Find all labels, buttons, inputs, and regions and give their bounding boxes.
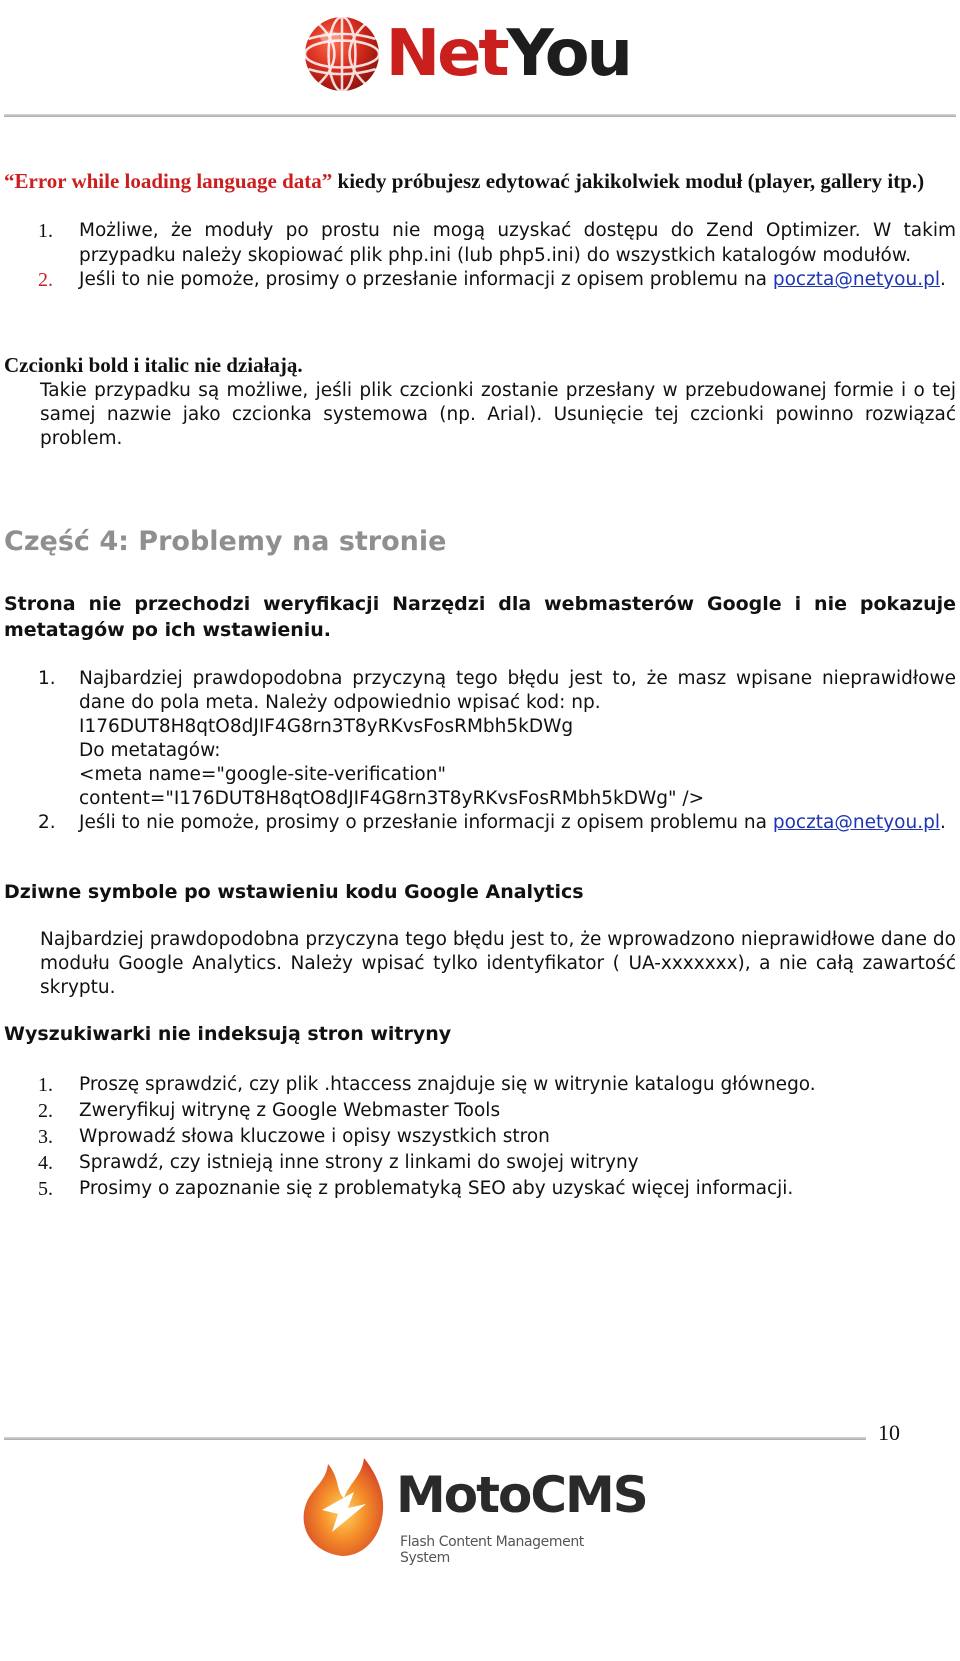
email-link[interactable]: poczta@netyou.pl xyxy=(772,812,940,833)
part-4 xyxy=(4,526,956,557)
motocms-tagline: Flash Content Management System xyxy=(400,1534,584,1566)
section-title: Czcionki bold i italic nie działają. xyxy=(4,353,303,377)
section-language-error xyxy=(4,168,956,293)
list-item xyxy=(4,1072,956,1098)
error-title: “Error while loading language data” xyxy=(4,169,333,193)
section-title: Strona nie przechodzi weryfikacji Narzędzi dla webmasterów Google i nie pokazuje metatagów po ich wstawieniu. xyxy=(4,593,956,641)
motocms-logo xyxy=(290,1452,647,1566)
list-item xyxy=(4,1150,956,1176)
section-text: Takie przypadku są możliwe, jeśli plik czcionki zostanie przesłany w przebudowanej formie i o tej samej nazwie jako czcionka systemowa (np. Arial). Usunięcie tej czcionki powinno rozwiązać problem. xyxy=(40,380,956,449)
section-google-verification xyxy=(4,592,956,835)
list-text: Możliwe, że moduły po prostu nie mogą uzyskać dostępu do Zend Optimizer. W takim przypadku należy skopiować plik php.ini (lub php5.ini) do wszystkich katalogów modułów. xyxy=(79,220,956,266)
section-text: Najbardziej prawdopodobna przyczyna tego błędu jest to, że wprowadzono nieprawidłowe dane do modułu Google Analytics. Należy wpisać tylko identyfikator ( UA-xxxxxxx), a nie całą zawartość skryptu. xyxy=(40,928,956,998)
brand-net: Net xyxy=(385,17,507,91)
netyou-logo xyxy=(300,8,660,100)
list-item xyxy=(4,1098,956,1124)
list-number: 2. xyxy=(38,812,56,833)
section-title: Wyszukiwarki nie indeksują stron witryny xyxy=(4,1023,452,1045)
list-item xyxy=(4,667,956,811)
verification-code: I176DUT8H8qtO8dJIF4G8rn3T8yRKvsFosRMbh5kDWg xyxy=(79,716,574,737)
list-item xyxy=(4,219,956,268)
netyou-wordmark xyxy=(385,17,630,91)
meta-line-2: content="I176DUT8H8qtO8dJIF4G8rn3T8yRKvsFosRMbh5kDWg" /> xyxy=(79,788,705,809)
brand-you: You xyxy=(506,17,630,91)
list-item xyxy=(4,811,956,835)
list-text: Sprawdź, czy istnieją inne strony z linkami do swojej witryny xyxy=(79,1151,639,1173)
section-title: Dziwne symbole po wstawieniu kodu Google Analytics xyxy=(4,881,584,903)
email-link[interactable]: poczta@netyou.pl xyxy=(772,269,940,290)
seo-checklist xyxy=(4,1072,956,1202)
list-text: Prosimy o zapoznanie się z problematyką SEO aby uzyskać więcej informacji. xyxy=(79,1177,794,1199)
globe-icon xyxy=(300,12,384,96)
solution-list xyxy=(4,219,956,293)
page-number: 10 xyxy=(878,1420,900,1445)
list-text: Najbardziej prawdopodobna przyczyną tego błędu jest to, że masz wpisane nieprawidłowe dane do pola meta. Należy odpowiednio wpisać kod: np. xyxy=(79,668,956,713)
list-item xyxy=(4,268,956,293)
list-number: 2. xyxy=(38,1099,53,1122)
list-item xyxy=(4,1124,956,1150)
list-number: 2. xyxy=(38,269,53,291)
solution-list xyxy=(4,667,956,835)
list-text-end: . xyxy=(940,812,946,833)
section-fonts xyxy=(4,352,956,451)
meta-line-1: <meta name="google-site-verification" xyxy=(79,764,446,785)
section-title xyxy=(4,168,956,195)
list-number: 4. xyxy=(38,1151,53,1174)
list-text: Proszę sprawdzić, czy plik .htaccess znajduje się w witrynie katalogu głównego. xyxy=(79,1073,816,1095)
list-text: Jeśli to nie pomoże, prosimy o przesłanie informacji z opisem problemu na xyxy=(79,269,773,290)
list-number: 3. xyxy=(38,1125,53,1148)
list-number: 1. xyxy=(38,668,56,689)
flame-icon xyxy=(290,1452,394,1562)
section-google-analytics xyxy=(4,880,956,1000)
list-text: Wprowadź słowa kluczowe i opisy wszystkich stron xyxy=(79,1125,550,1147)
title-rest: kiedy próbujesz edytować jakikolwiek moduł (player, gallery itp.) xyxy=(332,169,925,193)
list-number: 1. xyxy=(38,220,53,242)
list-item xyxy=(4,1176,956,1202)
meta-label: Do metatagów: xyxy=(79,740,221,761)
list-number: 5. xyxy=(38,1177,53,1200)
list-number: 1. xyxy=(38,1073,53,1096)
list-text-end: . xyxy=(940,269,946,290)
motocms-wordmark: MotoCMS xyxy=(396,1466,647,1524)
list-text: Zweryfikuj witrynę z Google Webmaster Tools xyxy=(79,1099,501,1121)
footer-divider xyxy=(4,1437,866,1440)
header-divider xyxy=(4,114,956,117)
list-text: Jeśli to nie pomoże, prosimy o przesłanie informacji z opisem problemu na xyxy=(79,812,773,833)
section-search-engines xyxy=(4,1022,956,1202)
part-title: Część 4: Problemy na stronie xyxy=(4,526,447,557)
